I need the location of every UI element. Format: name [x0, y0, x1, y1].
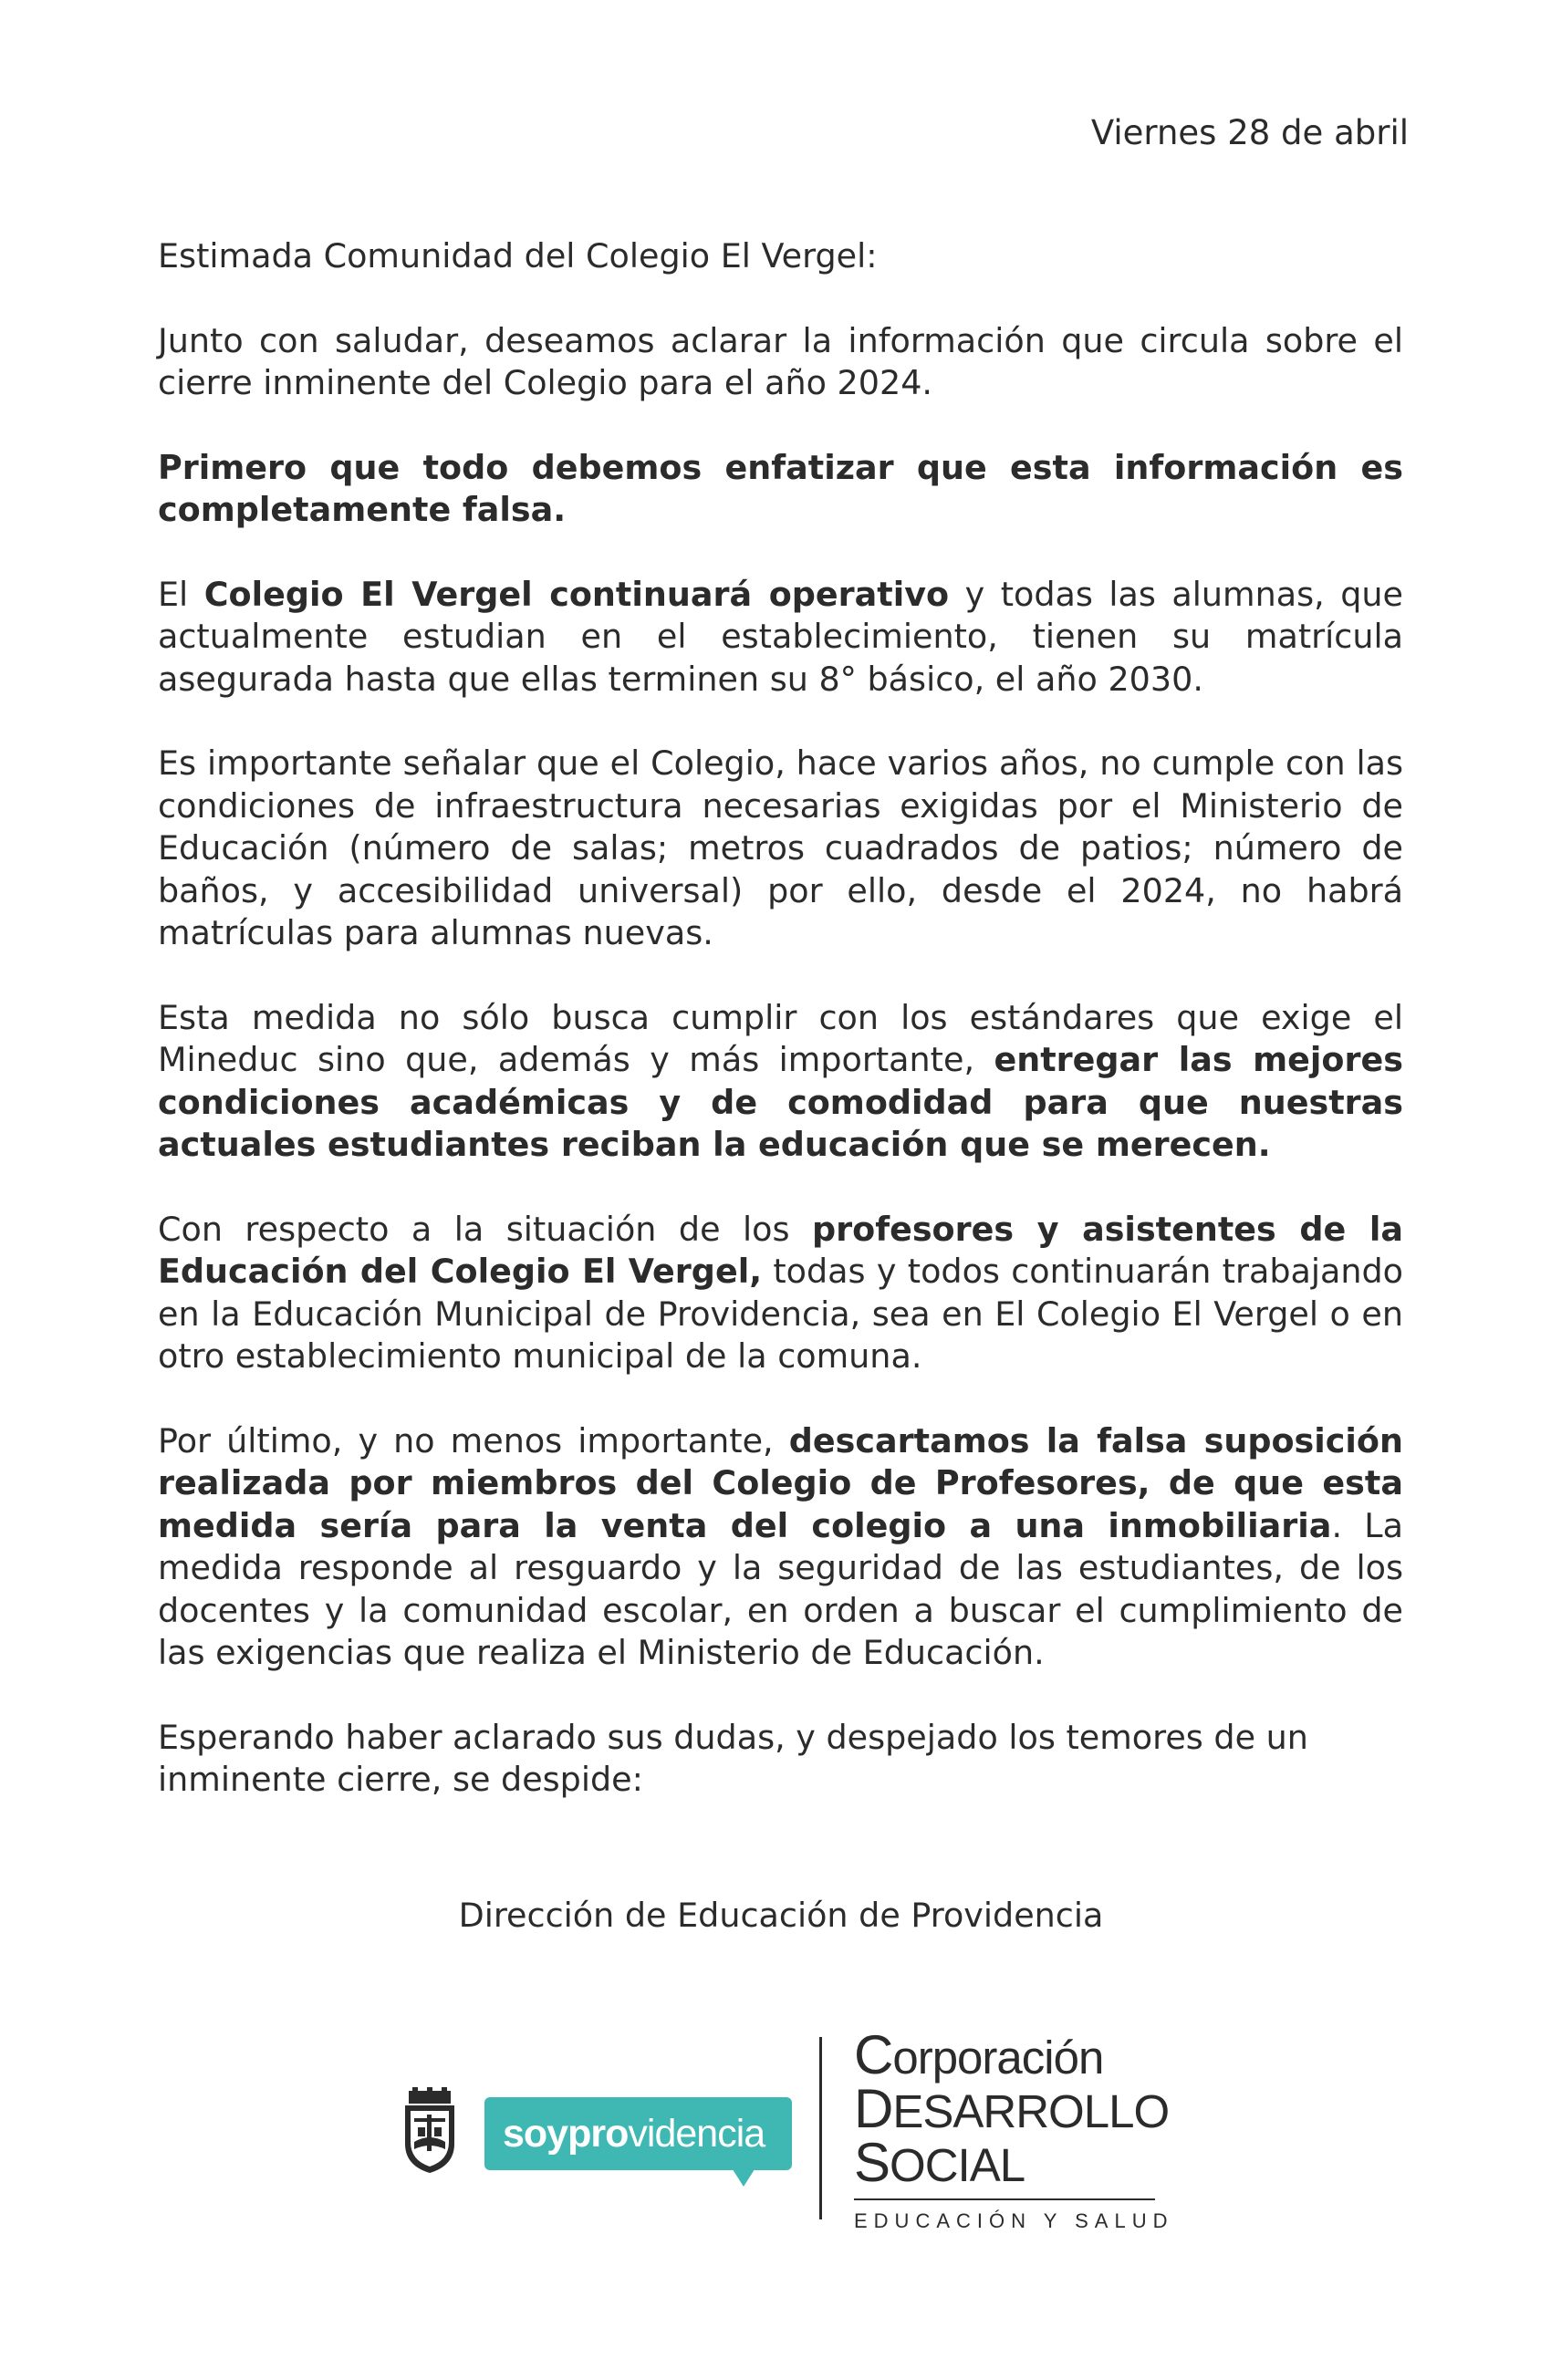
soyprovidencia-logo [484, 2097, 792, 2187]
paragraph-3-bold: Colegio El Vergel continuará operativo [203, 574, 950, 614]
paragraph-5-a: Esta medida no sólo busca cumplir con los estándares que exige el Mineduc sino que, además y más importante, [158, 997, 1403, 1079]
letter-body [158, 235, 1403, 1844]
paragraph-6-a: Con respecto a la situación de los [158, 1209, 812, 1249]
corp-line-1 [854, 2024, 1155, 2085]
paragraph-4: Es importante señalar que el Colegio, hace varios años, no cumple con las condiciones de infraestructura necesarias exigidas por el Ministerio de Educación (número de salas; metros cuadrados de patios; número de baños, y accesibilidad universal) por ello, desde el 2024, no habrá matrículas para alumnas nuevas. [158, 743, 1403, 952]
paragraph-3-a: El [158, 574, 204, 614]
corp-subtitle: EDUCACIÓN Y SALUD [854, 2198, 1155, 2233]
paragraph-6 [158, 1209, 1403, 1378]
corp-line-2-rest: ESARROLLO [892, 2085, 1170, 2137]
corporacion-logo [854, 2024, 1174, 2233]
paragraph-2-bold: Primero que todo debemos enfatizar que esta información es completamente falsa. [158, 447, 1403, 529]
speech-tail-icon [731, 2167, 756, 2187]
paragraph-7 [158, 1420, 1403, 1675]
municipal-crest-icon [401, 2087, 458, 2175]
logo-divider [819, 2037, 822, 2219]
soy-text-c: videncia [628, 2112, 765, 2156]
corp-line-1-cap: C [854, 2024, 893, 2085]
soy-text-b: pro [567, 2112, 629, 2156]
paragraph-3-c: y todas las alumnas, que actualmente estudian en el establecimiento, tienen su matrícula asegurada hasta que ellas terminen su 8° básico, el año 2030. [158, 574, 1403, 699]
letter-date: Viernes 28 de abril [1090, 113, 1409, 152]
paragraph-2 [158, 447, 1403, 532]
paragraph-1: Junto con saludar, deseamos aclarar la información que circula sobre el cierre inminente del Colegio para el año 2024. [158, 320, 1403, 402]
paragraph-5 [158, 997, 1403, 1167]
soyprovidencia-text [503, 2108, 765, 2159]
corp-line-3-cap: S [854, 2132, 890, 2193]
corp-line-3-rest: OCIAL [890, 2139, 1025, 2191]
corp-line-3 [854, 2132, 1155, 2193]
paragraph-closing: Esperando haber aclarado sus dudas, y despejado los temores de un inminente cierre, se despide: [158, 1717, 1308, 1799]
signature: Dirección de Educación de Providencia [458, 1896, 1104, 1935]
corp-line-1-rest: orporación [892, 2032, 1104, 2084]
paragraph-6-c: todas y todos continuarán trabajando en la Educación Municipal de Providencia, sea en El Colegio El Vergel o en otro establecimiento municipal de la comuna. [158, 1252, 1403, 1376]
paragraph-7-a: Por último, y no menos importante, [158, 1420, 789, 1460]
salutation: Estimada Comunidad del Colegio El Vergel: [158, 236, 878, 275]
paragraph-5-bold: entregar las mejores condiciones académicas y de comodidad para que nuestras actuales estudiantes reciban la educación que se merecen. [158, 1040, 1403, 1164]
paragraph-7-c: . La medida responde al resguardo y la seguridad de las estudiantes, de los docentes y la comunidad escolar, en orden a buscar el cumplimiento de las exigencias que realiza el Ministerio de Educación. [158, 1505, 1403, 1672]
soy-text-a: soy [503, 2112, 568, 2156]
paragraph-3 [158, 574, 1403, 702]
paragraph-6-bold: profesores y asistentes de la Educación del Colegio El Vergel, [158, 1209, 1403, 1291]
corp-line-2-cap: D [854, 2078, 893, 2139]
corp-line-2 [854, 2078, 1170, 2139]
footer-logos [0, 2024, 1551, 2240]
paragraph-7-bold: descartamos la falsa suposición realizada por miembros del Colegio de Profesores, de que esta medida sería para la venta del colegio a una inmobiliaria [158, 1420, 1403, 1545]
